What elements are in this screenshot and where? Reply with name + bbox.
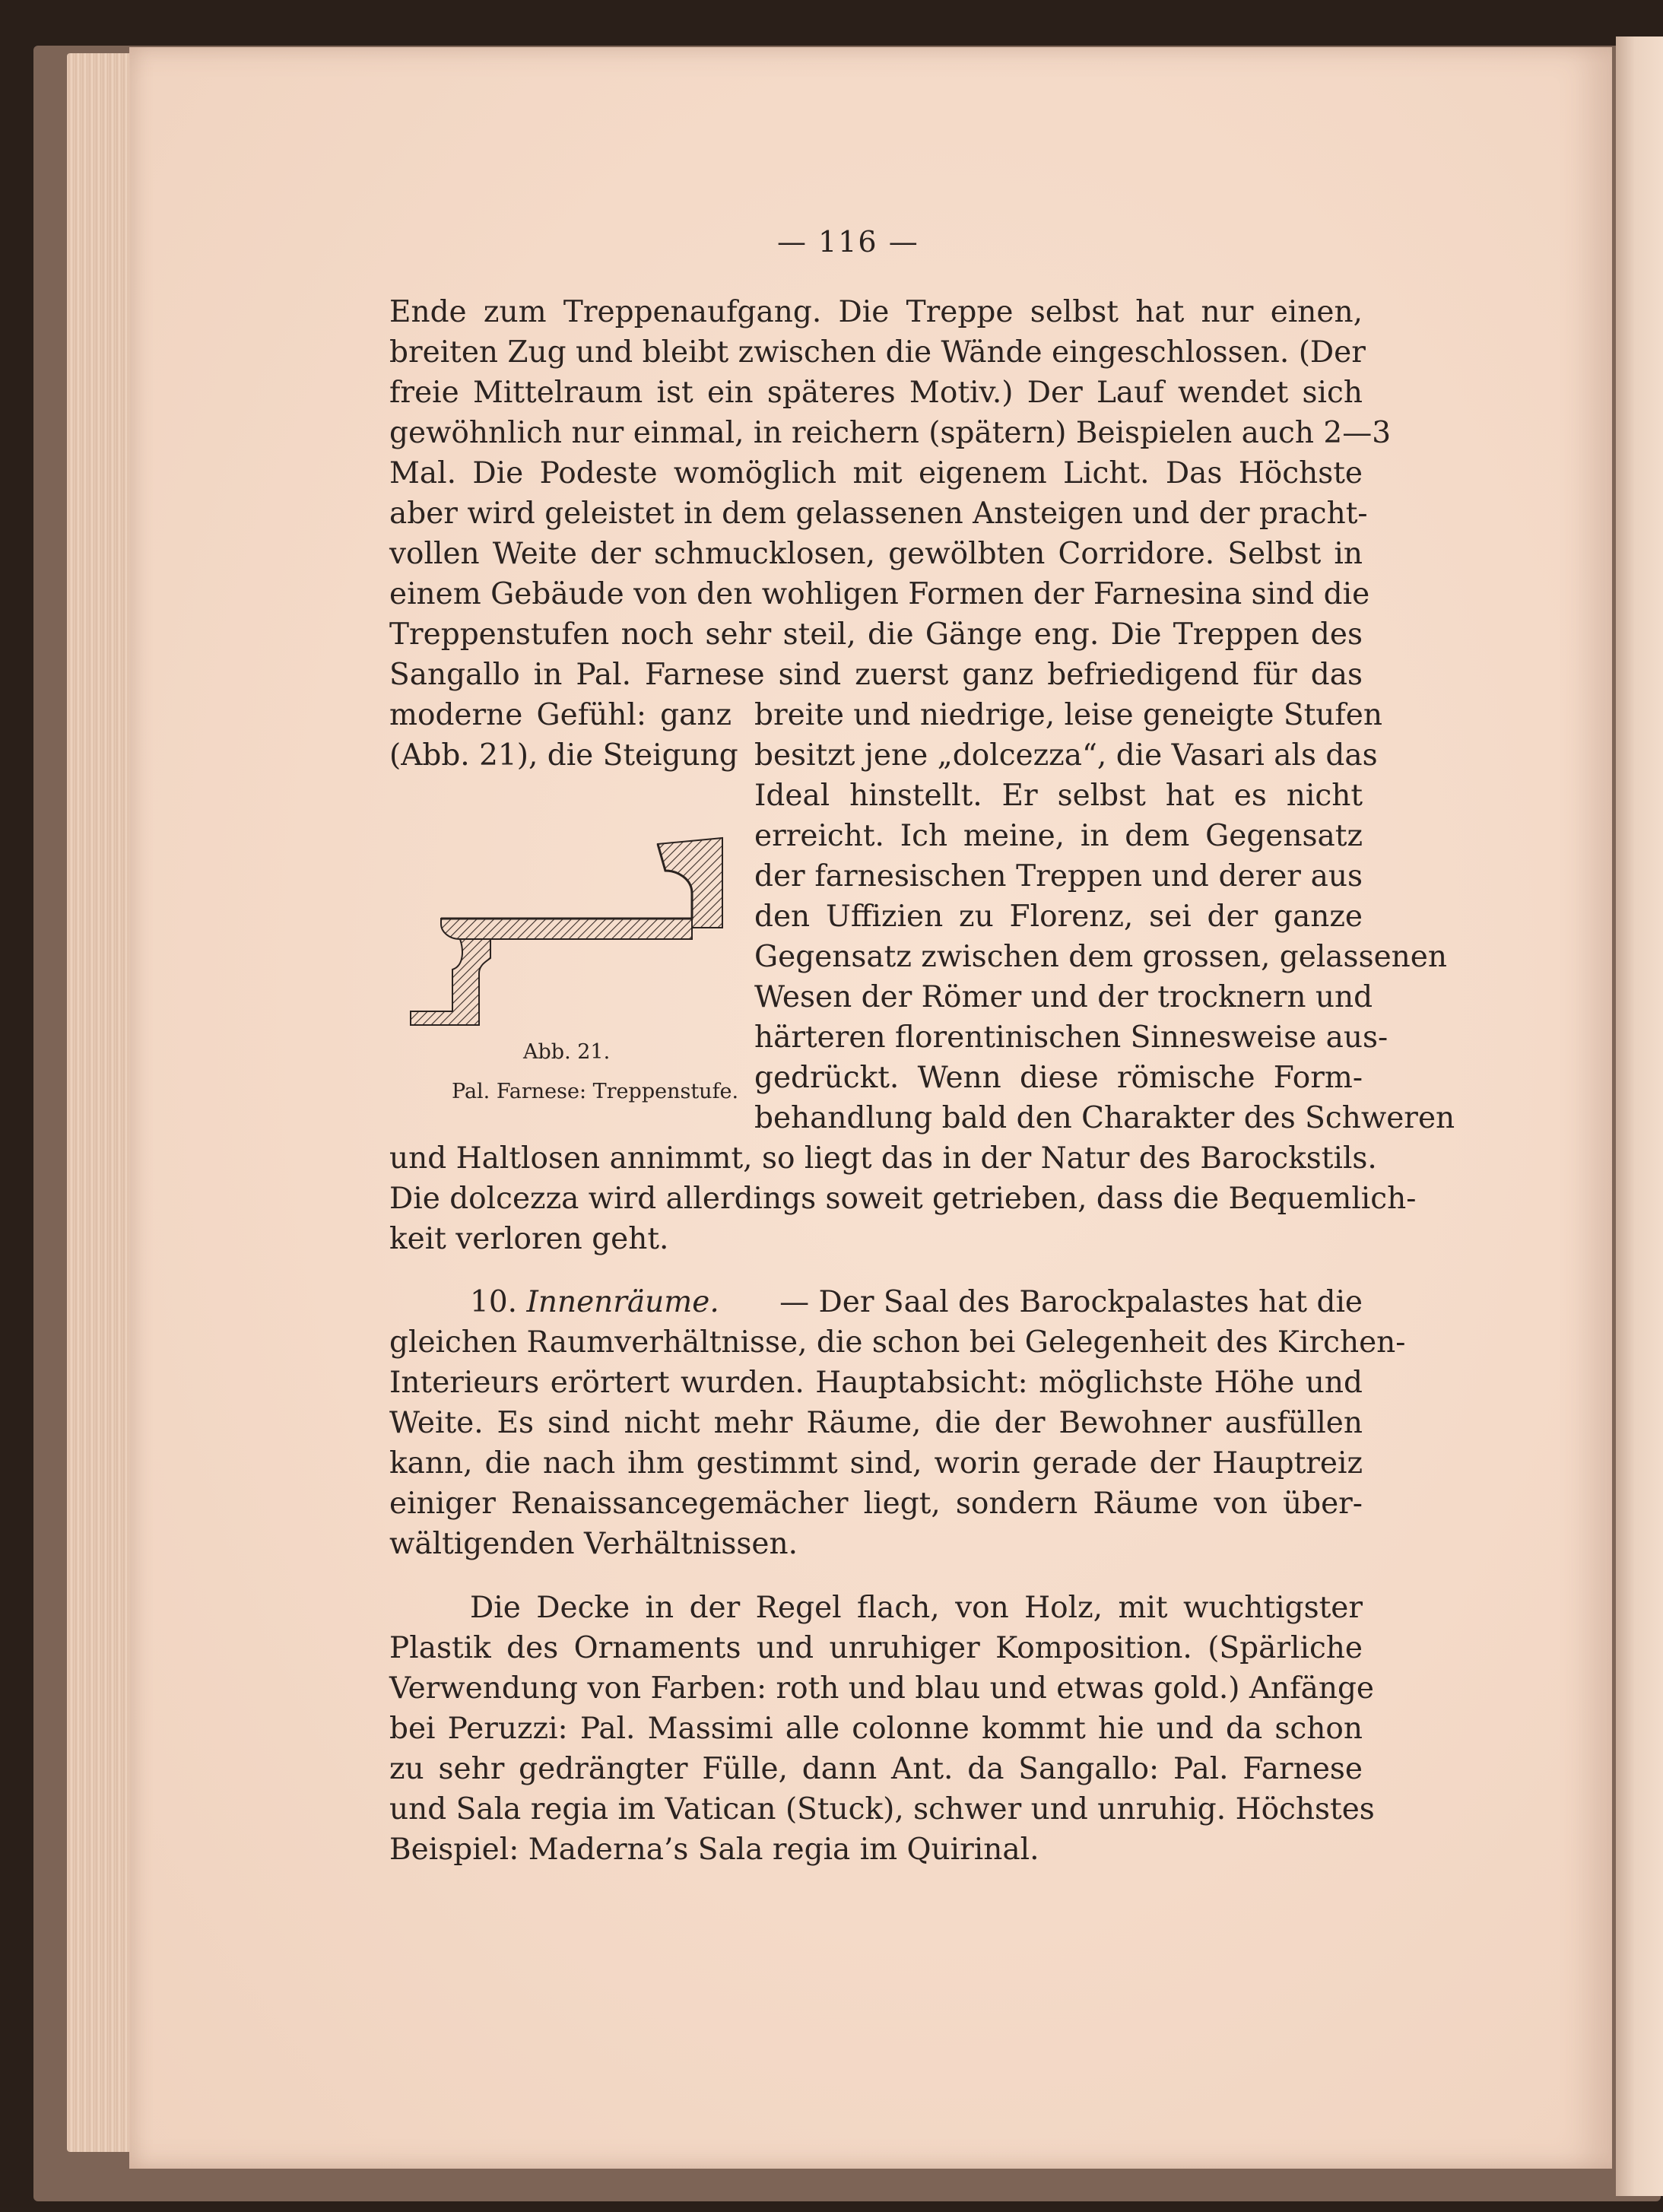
text-line-right: Ideal hinstellt. Er selbst hat es nicht (754, 779, 1363, 813)
section-title: Innenräume. (526, 1285, 719, 1319)
stair-step-figure (403, 829, 738, 1034)
text-line-right: gedrückt. Wenn diese römische Form- (754, 1061, 1363, 1095)
text-line: und Sala regia im Vatican (Stuck), schwer und unruhig. Höchstes (389, 1792, 1375, 1826)
text-line: Interieurs erörtert wurden. Hauptabsicht: möglichste Höhe und (389, 1366, 1363, 1400)
text-line-right: behandlung bald den Charakter des Schweren (754, 1101, 1455, 1135)
text-line-right: härteren florentinischen Sinnesweise aus- (754, 1020, 1388, 1055)
text-line-right: erreicht. Ich meine, in dem Gegensatz (754, 819, 1363, 853)
section-first-text: — Der Saal des Barockpalastes hat die (779, 1285, 1363, 1319)
text-line-left: (Abb. 21), die Steigung (389, 738, 738, 773)
text-line: Sangallo in Pal. Farnese sind zuerst ganz befriedigend für das (389, 658, 1363, 692)
text-line: Beispiel: Maderna’s Sala regia im Quirinal. (389, 1833, 1039, 1867)
text-line-left: moderne Gefühl: ganz (389, 698, 732, 732)
text-line: einiger Renaissancegemächer liegt, sondern Räume von über- (389, 1487, 1363, 1521)
text-line: Weite. Es sind nicht mehr Räume, die der Bewohner ausfüllen (389, 1406, 1363, 1440)
tread-hatch (441, 919, 692, 939)
text-line: breiten Zug und bleibt zwischen die Wände eingeschlossen. (Der (389, 335, 1366, 370)
text-line-right: der farnesischen Treppen und derer aus (754, 859, 1363, 893)
text-line: keit verloren geht. (389, 1222, 669, 1256)
text-line-right: den Uffizien zu Florenz, sei der ganze (754, 900, 1363, 934)
text-line: Die dolcezza wird allerdings soweit getrieben, dass die Bequemlich- (389, 1182, 1417, 1216)
lower-riser-hatch (411, 939, 490, 1025)
text-line-right: Gegensatz zwischen dem grossen, gelassenen (754, 940, 1447, 974)
next-page-edge (1616, 36, 1663, 2196)
text-line-right: Wesen der Römer und der trocknern und (754, 980, 1373, 1014)
text-line: Verwendung von Farben: roth und blau und etwas gold.) Anfänge (389, 1671, 1375, 1706)
figure-caption-text: Pal. Farnese: Treppenstufe. (452, 1080, 739, 1103)
text-line: Treppenstufen noch sehr steil, die Gänge eng. Die Treppen des (389, 617, 1363, 652)
text-line: zu sehr gedrängter Fülle, dann Ant. da Sangallo: Pal. Farnese (389, 1752, 1363, 1786)
text-line: einem Gebäude von den wohligen Formen der Farnesina sind die (389, 577, 1370, 611)
text-line: bei Peruzzi: Pal. Massimi alle colonne kommt hie und da schon (389, 1712, 1363, 1746)
text-line: und Haltlosen annimmt, so liegt das in der Natur des Barockstils. (389, 1141, 1377, 1176)
text-line: Mal. Die Podeste womöglich mit eigenem Licht. Das Höchste (389, 456, 1363, 490)
text-line: gewöhnlich nur einmal, in reichern (spätern) Beispielen auch 2—3 (389, 416, 1392, 450)
text-line: vollen Weite der schmucklosen, gewölbten Corridore. Selbst in (389, 537, 1363, 571)
text-line: kann, die nach ihm gestimmt sind, worin gerade der Hauptreiz (389, 1446, 1363, 1480)
figure-caption-number: Abb. 21. (523, 1040, 611, 1064)
text-line-right: breite und niedrige, leise geneigte Stufen (754, 698, 1382, 732)
text-line: Ende zum Treppenaufgang. Die Treppe selbst hat nur einen, (389, 295, 1363, 329)
section-number: 10. (470, 1285, 518, 1319)
text-line: wältigenden Verhältnissen. (389, 1527, 798, 1561)
text-line: Die Decke in der Regel flach, von Holz, mit wuchtigster (470, 1591, 1363, 1625)
page-number: — 116 — (777, 225, 919, 259)
text-line: aber wird geleistet in dem gelassenen Ansteigen und der pracht- (389, 497, 1368, 531)
text-line-right: besitzt jene „dolcezza“, die Vasari als das (754, 738, 1378, 773)
text-line: gleichen Raumverhältnisse, die schon bei Gelegenheit des Kirchen- (389, 1325, 1406, 1360)
text-line: Plastik des Ornaments und unruhiger Komposition. (Spärliche (389, 1631, 1363, 1665)
section-heading-line (470, 1285, 1363, 1319)
text-line: freie Mittelraum ist ein späteres Motiv.) Der Lauf wendet sich (389, 376, 1363, 410)
